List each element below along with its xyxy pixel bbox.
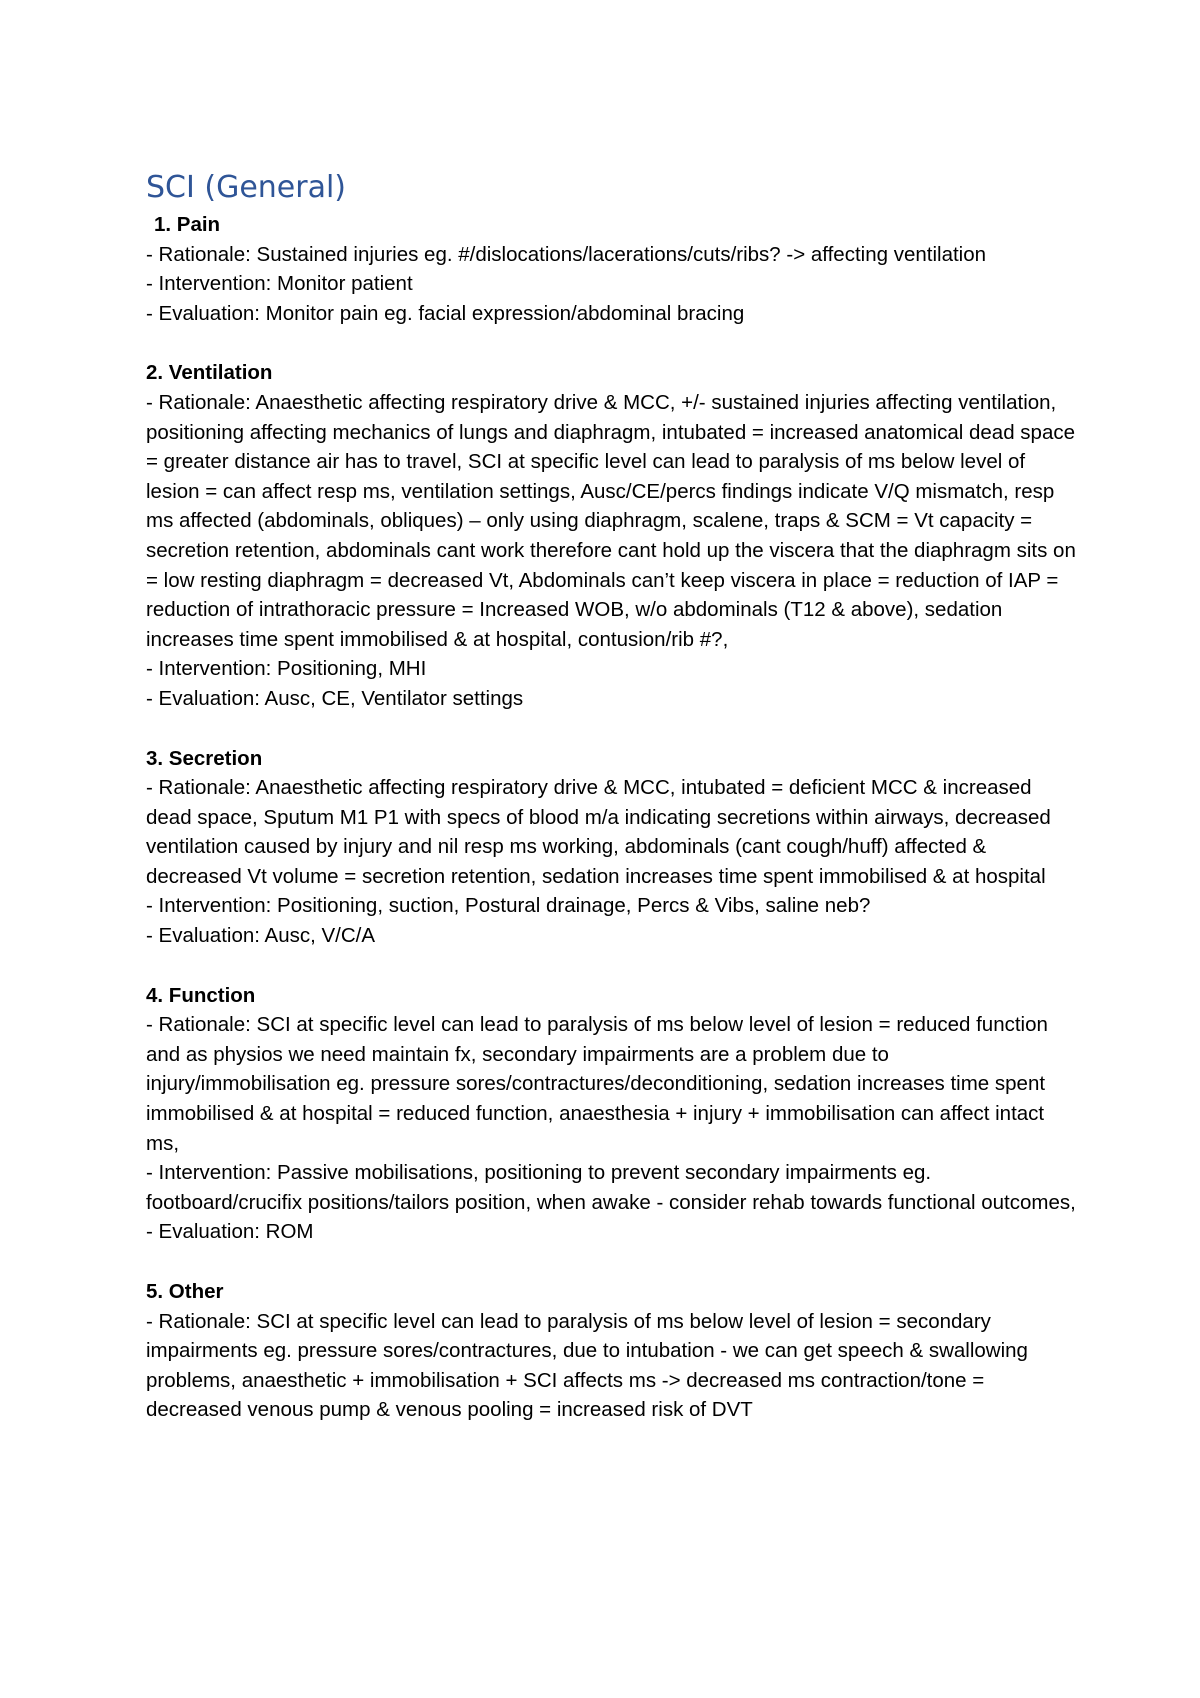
section-heading: 1. Pain: [154, 213, 221, 236]
evaluation-text: - Evaluation: Ausc, V/C/A: [146, 924, 376, 948]
section-heading: 5. Other: [146, 1280, 224, 1303]
rationale-text: - Rationale: Anaesthetic affecting respiratory drive & MCC, +/- sustained injuries affecting ventilation, positioning affecting mechanics of lungs and diaphragm, intubated = increased anatomical dead space = greater distance air has to travel, SCI at specific level can lead to paralysis of ms below level of lesion = can affect resp ms, ventilation settings, Ausc/CE/percs findings indicate V/Q mismatch, resp ms affected (abdominals, obliques) – only using diaphragm, scalene, traps & SCM = Vt capacity = secretion retention, abdominals cant work therefore cant hold up the viscera that the diaphragm sits on = low resting diaphragm = decreased Vt, Abdominals can’t keep viscera in place = reduction of IAP = reduction of intrathoracic pressure = Increased WOB, w/o abdominals (T12 & above), sedation increases time spent immobilised & at hospital, contusion/rib #?,: [146, 390, 1076, 651]
intervention-text: - Intervention: Positioning, MHI: [146, 657, 427, 681]
section-other: [146, 1277, 1076, 1425]
section-ventilation: [146, 358, 1076, 713]
section-secretion: [146, 744, 1076, 951]
rationale-text: - Rationale: SCI at specific level can lead to paralysis of ms below level of lesion = reduced function and as physios we need maintain fx, secondary impairments are a problem due to injury/immobilisation eg. pressure sores/contractures/deconditioning, sedation increases time spent immobilised & at hospital = reduced function, anaesthesia + injury + immobilisation can affect intact ms,: [146, 1013, 1048, 1155]
evaluation-text: - Evaluation: Monitor pain eg. facial expression/abdominal bracing: [146, 301, 745, 325]
section-heading: 3. Secretion: [146, 746, 263, 770]
document-page: [146, 168, 1076, 1455]
rationale-text: - Rationale: SCI at specific level can lead to paralysis of ms below level of lesion = secondary impairments eg. pressure sores/contractures, due to intubation - we can get speech & swallowing problems, anaesthetic + immobilisation + SCI affects ms -> decreased ms contraction/tone = decreased venous pump & venous pooling = increased risk of DVT: [146, 1309, 1028, 1422]
evaluation-text: - Evaluation: Ausc, CE, Ventilator settings: [146, 686, 524, 710]
evaluation-text: - Evaluation: ROM: [146, 1220, 314, 1244]
intervention-text: - Intervention: Passive mobilisations, positioning to prevent secondary impairments eg. footboard/crucifix positions/tailors position, when awake - consider rehab towards functional outcomes,: [146, 1161, 1076, 1214]
section-pain: [146, 210, 1076, 328]
rationale-text: - Rationale: Sustained injuries eg. #/dislocations/lacerations/cuts/ribs? -> affecting ventilation: [146, 242, 987, 266]
section-function: [146, 981, 1076, 1247]
document-title: SCI (General): [146, 170, 347, 205]
section-heading: 4. Function: [146, 983, 256, 1007]
section-heading: 2. Ventilation: [146, 361, 273, 385]
intervention-text: - Intervention: Monitor patient: [146, 272, 413, 296]
rationale-text: - Rationale: Anaesthetic affecting respiratory drive & MCC, intubated = deficient MCC & increased dead space, Sputum M1 P1 with specs of blood m/a indicating secretions within airways, decreased ventilation caused by injury and nil resp ms working, abdominals (cant cough/huff) affected & decreased Vt volume = secretion retention, sedation increases time spent immobilised & at hospital: [146, 776, 1051, 888]
intervention-text: - Intervention: Positioning, suction, Postural drainage, Percs & Vibs, saline neb?: [146, 894, 871, 918]
